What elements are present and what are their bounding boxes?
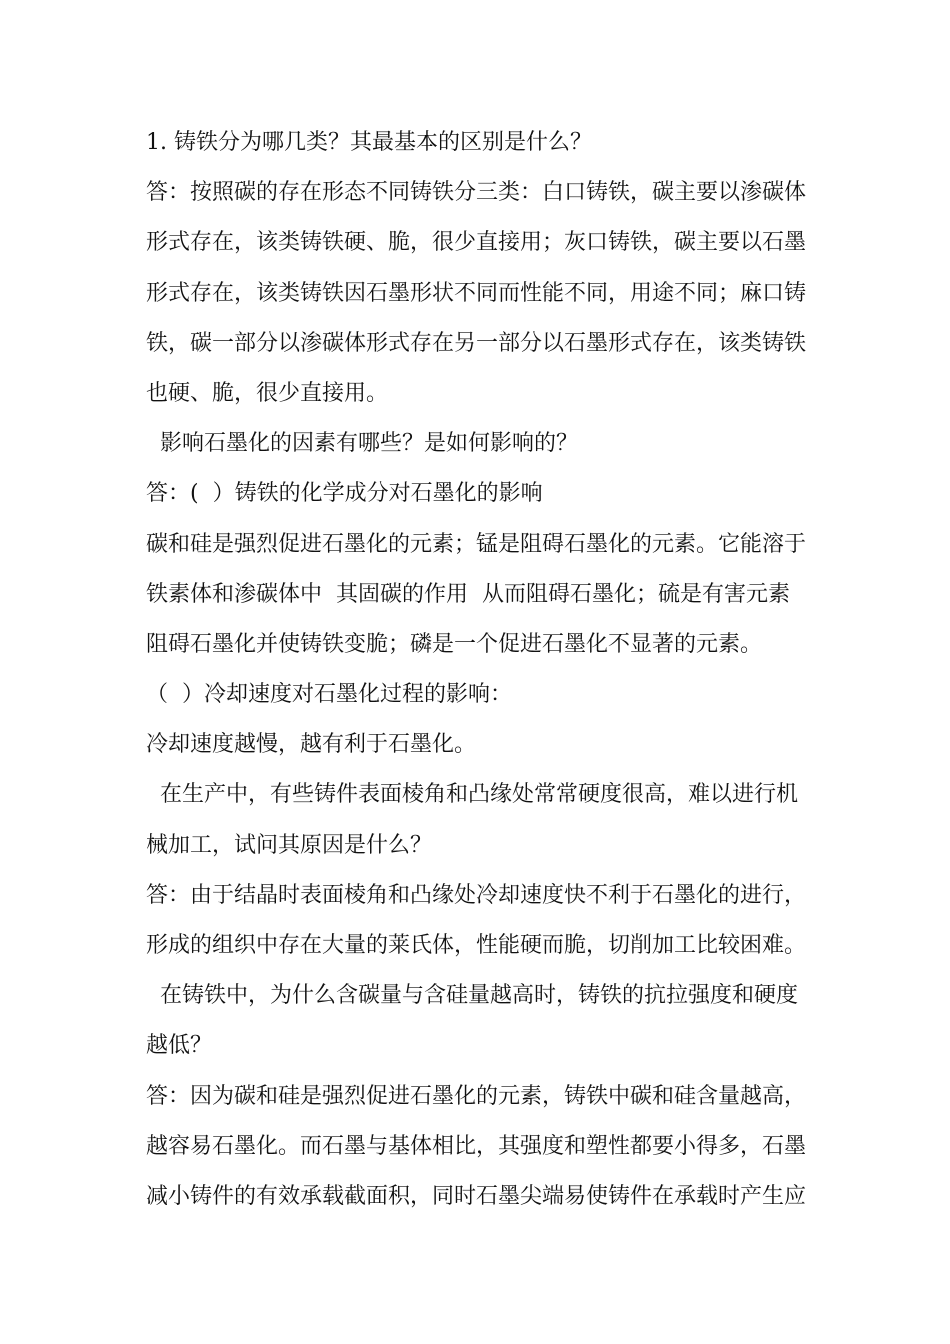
answer-2-heading-2: （ ）冷却速度对石墨化过程的影响： [146,682,512,708]
answer-2-heading-1: 答：( ）铸铁的化学成分对石墨化的影响 [146,481,543,507]
question-4-line-1: 在铸铁中，为什么含碳量与含硅量越高时，铸铁的抗拉强度和硬度 [146,983,798,1009]
answer-3-line-2: 形成的组织中存在大量的莱氏体，性能硬而脆，切削加工比较困难。 [146,933,807,958]
answer-2-line-4: 冷却速度越慢，越有利于石墨化。 [146,732,477,758]
answer-1-line-2: 形式存在，该类铸铁硬、脆，很少直接用；灰口铸铁，碳主要以石墨 [146,230,807,256]
answer-1-line-3: 形式存在，该类铸铁因石墨形状不同而性能不同，用途不同；麻口铸 [146,280,807,306]
question-4-line-2: 越低？ [146,1033,213,1059]
answer-2-line-3: 阻碍石墨化并使铸铁变脆；磷是一个促进石墨化不显著的元素。 [146,631,763,657]
document-body [146,118,826,1222]
answer-4-line-2: 越容易石墨化。而石墨与基体相比，其强度和塑性都要小得多，石墨 [146,1133,807,1159]
answer-2-line-1: 碳和硅是强烈促进石墨化的元素；锰是阻碍石墨化的元素。它能溶于 [146,531,807,557]
question-2-line: 影响石墨化的因素有哪些？是如何影响的？ [146,431,578,457]
answer-2-line-2: 铁素体和渗碳体中 其固碳的作用 从而阻碍石墨化；硫是有害元素 [146,581,790,607]
question-1-line: 1. 铸铁分为哪几类？其最基本的区别是什么？ [146,130,592,155]
answer-4-line-3: 减小铸件的有效承载截面积，同时石墨尖端易使铸件在承载时产生应 [146,1183,807,1209]
answer-3-line-1: 答：由于结晶时表面棱角和凸缘处冷却速度快不利于石墨化的进行， [146,882,807,908]
answer-1-line-5: 也硬、脆，很少直接用。 [146,380,389,406]
answer-1-line-1: 答：按照碳的存在形态不同铸铁分三类：白口铸铁，碳主要以渗碳体 [146,180,807,206]
question-3-line-2: 械加工，试问其原因是什么？ [146,832,433,858]
answer-1-line-4: 铁，碳一部分以渗碳体形式存在另一部分以石墨形式存在，该类铸铁 [146,330,807,356]
answer-4-line-1: 答：因为碳和硅是强烈促进石墨化的元素，铸铁中碳和硅含量越高， [146,1083,807,1109]
question-3-line-1: 在生产中，有些铸件表面棱角和凸缘处常常硬度很高，难以进行机 [146,782,798,808]
